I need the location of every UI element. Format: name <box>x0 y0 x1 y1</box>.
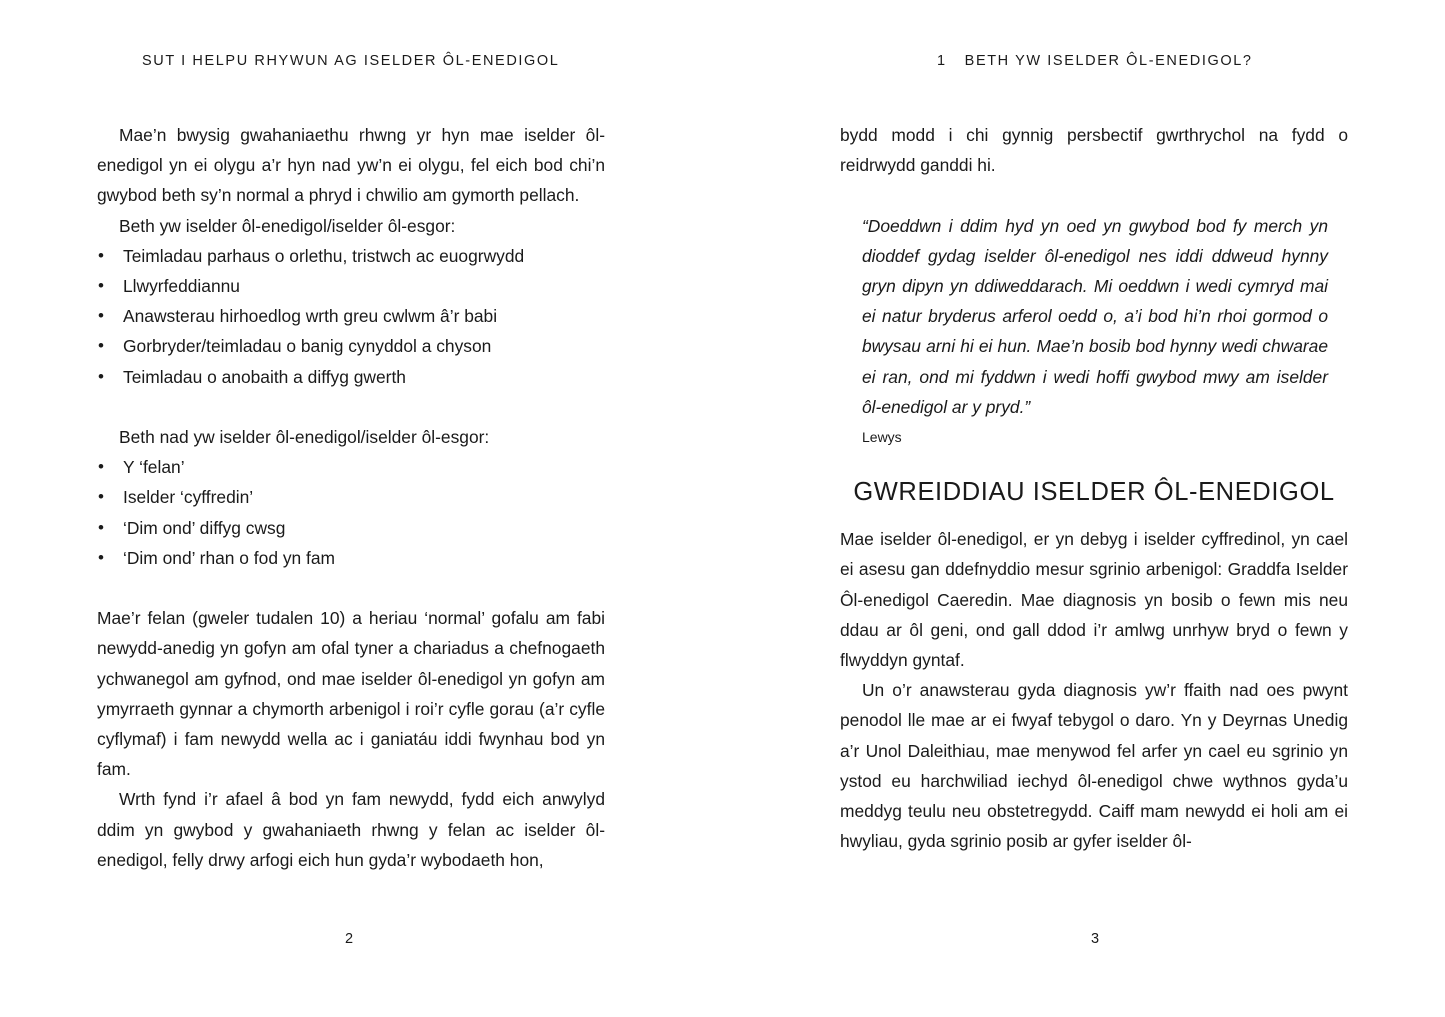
is-list-heading: Beth yw iselder ôl-enedigol/iselder ôl-esgor: <box>119 215 456 236</box>
list-item: • Gorbryder/teimladau o banig cynyddol a chyson <box>97 331 605 361</box>
list-item: • ‘Dim ond’ rhan o fod yn fam <box>97 543 605 573</box>
list-item: • Iselder ‘cyffredin’ <box>97 482 605 512</box>
chapter-title: BETH YW ISELDER ÔL-ENEDIGOL? <box>964 53 1253 69</box>
spacer <box>97 392 605 422</box>
body-paragraph: Wrth fynd i’r afael â bod yn fam newydd, fydd eich anwylyd ddim yn gwybod y gwahaniaeth rhwng y felan ac iselder ôl-enedigol, felly drwy arfogi eich hun gyda’r wybodaeth hon, <box>97 789 605 870</box>
testimonial-quote <box>862 211 1328 422</box>
body-paragraph: Mae’r felan (gweler tudalen 10) a heriau ‘normal’ gofalu am fabi newydd-anedig yn gofyn am ofal tyner a chariadus a chefnogaeth ychwanegol am gyfnod, ond mae iselder ôl-enedigol yn gofyn am ymyrraeth gynnar a chymorth arbenigol i roi’r cyfle gorau (a’r cyfle cyflymaf) i fam newydd wella ac i ganiatáu iddi fwynhau bod yn fam. <box>97 608 605 780</box>
right-page <box>722 0 1445 1017</box>
page-number: 2 <box>345 931 354 947</box>
list-item: • Teimladau parhaus o orlethu, tristwch ac euogrwydd <box>97 241 605 271</box>
quote-text: “Doeddwn i ddim hyd yn oed yn gwybod bod fy merch yn dioddef gydag iselder ôl-enedigol nes iddi ddweud hynny gryn dipyn yn ddiweddarach. Mi oeddwn i wedi cymryd mai ei natur bryderus arferol oedd o, a’i bod hi’n rhoi gormod o bwysau arni hi ei hun. Mae’n bosib bod hynny wedi chwarae ei ran, ond mi fyddwn i wedi hoffi gwybod mwy am iselder ôl-enedigol ar y pryd.” <box>862 215 1328 417</box>
page-body <box>840 120 1348 856</box>
isnt-list-heading: Beth nad yw iselder ôl-enedigol/iselder ôl-esgor: <box>119 427 490 448</box>
continuation-paragraph: bydd modd i chi gynnig persbectif gwrthrychol na fydd o reidrwydd ganddi hi. <box>840 125 1348 176</box>
quote-attribution: Lewys <box>862 429 902 446</box>
list-item: • ‘Dim ond’ diffyg cwsg <box>97 513 605 543</box>
list-item: • Teimladau o anobaith a diffyg gwerth <box>97 362 605 392</box>
chapter-number: 1 <box>937 53 947 69</box>
section-heading: GWREIDDIAU ISELDER ÔL-ENEDIGOL <box>853 478 1335 507</box>
isnt-list <box>97 452 605 573</box>
running-head: SUT I HELPU RHYWUN AG ISELDER ÔL-ENEDIGOL <box>142 53 560 69</box>
page-number: 3 <box>1091 931 1100 947</box>
list-item: • Llwyrfeddiannu <box>97 271 605 301</box>
page-body <box>97 120 605 875</box>
spacer <box>840 180 1348 210</box>
running-head <box>937 53 1253 69</box>
intro-paragraph: Mae’n bwysig gwahaniaethu rhwng yr hyn mae iselder ôl-enedigol yn ei olygu a’r hyn nad yw’n ei olygu, fel eich bod chi’n gwybod beth sy’n normal a phryd i chwilio am gymorth pellach. <box>97 125 605 206</box>
body-paragraph: Mae iselder ôl-enedigol, er yn debyg i iselder cyffredinol, yn cael ei asesu gan ddefnyddio mesur sgrinio arbenigol: Graddfa Iselder Ôl-enedigol Caeredin. Mae diagnosis yn bosib o fewn mis neu ddau ar ôl geni, ond gall ddod i’r amlwg unrhyw bryd o fewn y flwyddyn gyntaf. <box>840 529 1348 671</box>
list-item: • Y ‘felan’ <box>97 452 605 482</box>
left-page <box>0 0 722 1017</box>
spacer <box>97 573 605 603</box>
list-item: • Anawsterau hirhoedlog wrth greu cwlwm â’r babi <box>97 301 605 331</box>
body-paragraph: Un o’r anawsterau gyda diagnosis yw’r ffaith nad oes pwynt penodol lle mae ar ei fwyaf tebygol o daro. Yn y Deyrnas Unedig a’r Unol Daleithiau, mae menywod fel arfer yn cael eu sgrinio yn ystod eu harchwiliad iechyd ôl-enedigol chwe wythnos gyda’u meddyg teulu neu obstetregydd. Caiff mam newydd ei holi am ei hwyliau, gyda sgrinio posib ar gyfer iselder ôl- <box>840 680 1348 852</box>
is-list <box>97 241 605 392</box>
